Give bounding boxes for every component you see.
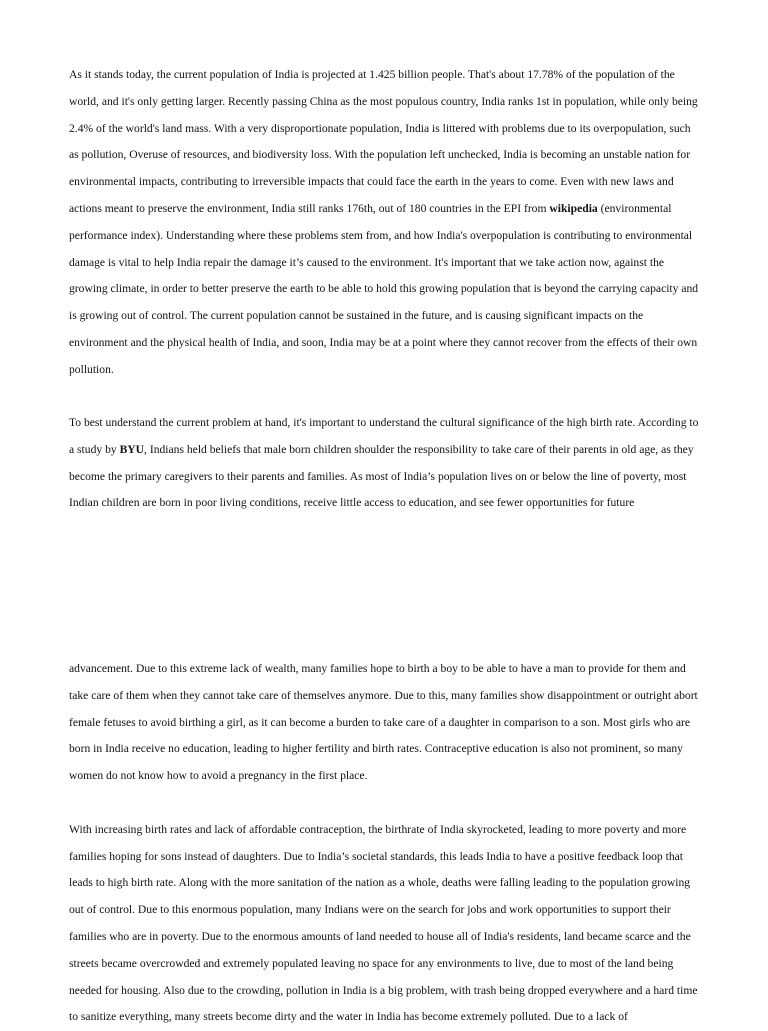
paragraph-text: , Indians held beliefs that male born children shoulder the responsibility to take care of their parents in old age, as they become the primary caregivers to their parents and families. As most of India’s population lives on or below the line of poverty, most Indian children are born in poor living conditions, receive little access to education, and see fewer opportunities for future (69, 442, 694, 510)
paragraph-text: As it stands today, the current population of India is projected at 1.425 billion people. That's about 17.78% of the population of the world, and it's only getting larger. Recently passing China as the most populous country, India ranks 1st in population, while only being 2.4% of the world's land mass. With a very disproportionate population, India is littered with problems due to its overpopulation, such as pollution, Overuse of resources, and biodiversity loss. With the population left unchecked, India is becoming an unstable nation for environmental impacts, contributing to irreversible impacts that could face the earth in the years to come. Even with new laws and actions meant to preserve the environment, India still ranks 176th, out of 180 countries in the EPI from (69, 68, 698, 215)
page-continuation (69, 656, 699, 1031)
paragraph-continued: advancement. Due to this extreme lack of wealth, many families hope to birth a boy to be able to have a man to provide for them and take care of them when they cannot take care of themselves anymore. Due to this, many families show disappointment or outright abort female fetuses to avoid birthing a girl, as it can become a burden to take care of a daughter in comparison to a son. Most girls who are born in India receive no education, leading to higher fertility and birth rates. Contraceptive education is also not prominent, so many women do not know how to avoid a pregnancy in the first place. (69, 662, 698, 783)
paragraph-birth-rate-culture (69, 410, 699, 517)
paragraph-population-overview (69, 62, 699, 384)
paragraph-text: To best understand the current problem at hand, it's important to understand the cultural significance of the high birth rate. According to a study by (69, 416, 699, 456)
source-link-wikipedia[interactable]: wikipedia (549, 201, 598, 215)
paragraph (69, 410, 699, 517)
source-link-byu[interactable]: BYU (119, 442, 145, 456)
paragraph (69, 62, 699, 384)
paragraph-birthrate-consequences: With increasing birth rates and lack of affordable contraception, the birthrate of India skyrocketed, leading to more poverty and more families hoping for sons instead of daughters. Due to India’s societal standards, this leads India to have a positive feedback loop that leads to high birth rate. Along with the more sanitation of the nation as a whole, deaths were falling leading to the population growing out of control. Due to this enormous population, many Indians were on the search for jobs and work opportunities to support their families who are in poverty. Due to the enormous amounts of land needed to house all of India's residents, land became scarce and the streets became overcrowded and extremely populated leaving no space for any environments to live, due to most of the land being needed for housing. Also due to the crowding, pollution in India is a big problem, with trash being dropped everywhere and a hard time to sanitize everything, many streets become dirty and the water in India has become extremely polluted. Due to a lack of (69, 822, 698, 1024)
paragraph-spacer (69, 790, 699, 817)
paragraph-text: (environmental performance index). Understanding where these problems stem from, and how India's overpopulation is contributing to environmental damage is vital to help India repair the damage it’s caused to the environment. It's important that we take action now, against the growing climate, in order to better preserve the earth to be able to hold this growing population that is beyond the carrying capacity and is growing out of control. The current population cannot be sustained in the future, and is causing significant impacts on the environment and the physical health of India, and soon, India may be at a point where they cannot recover from the effects of their own pollution. (69, 201, 699, 376)
